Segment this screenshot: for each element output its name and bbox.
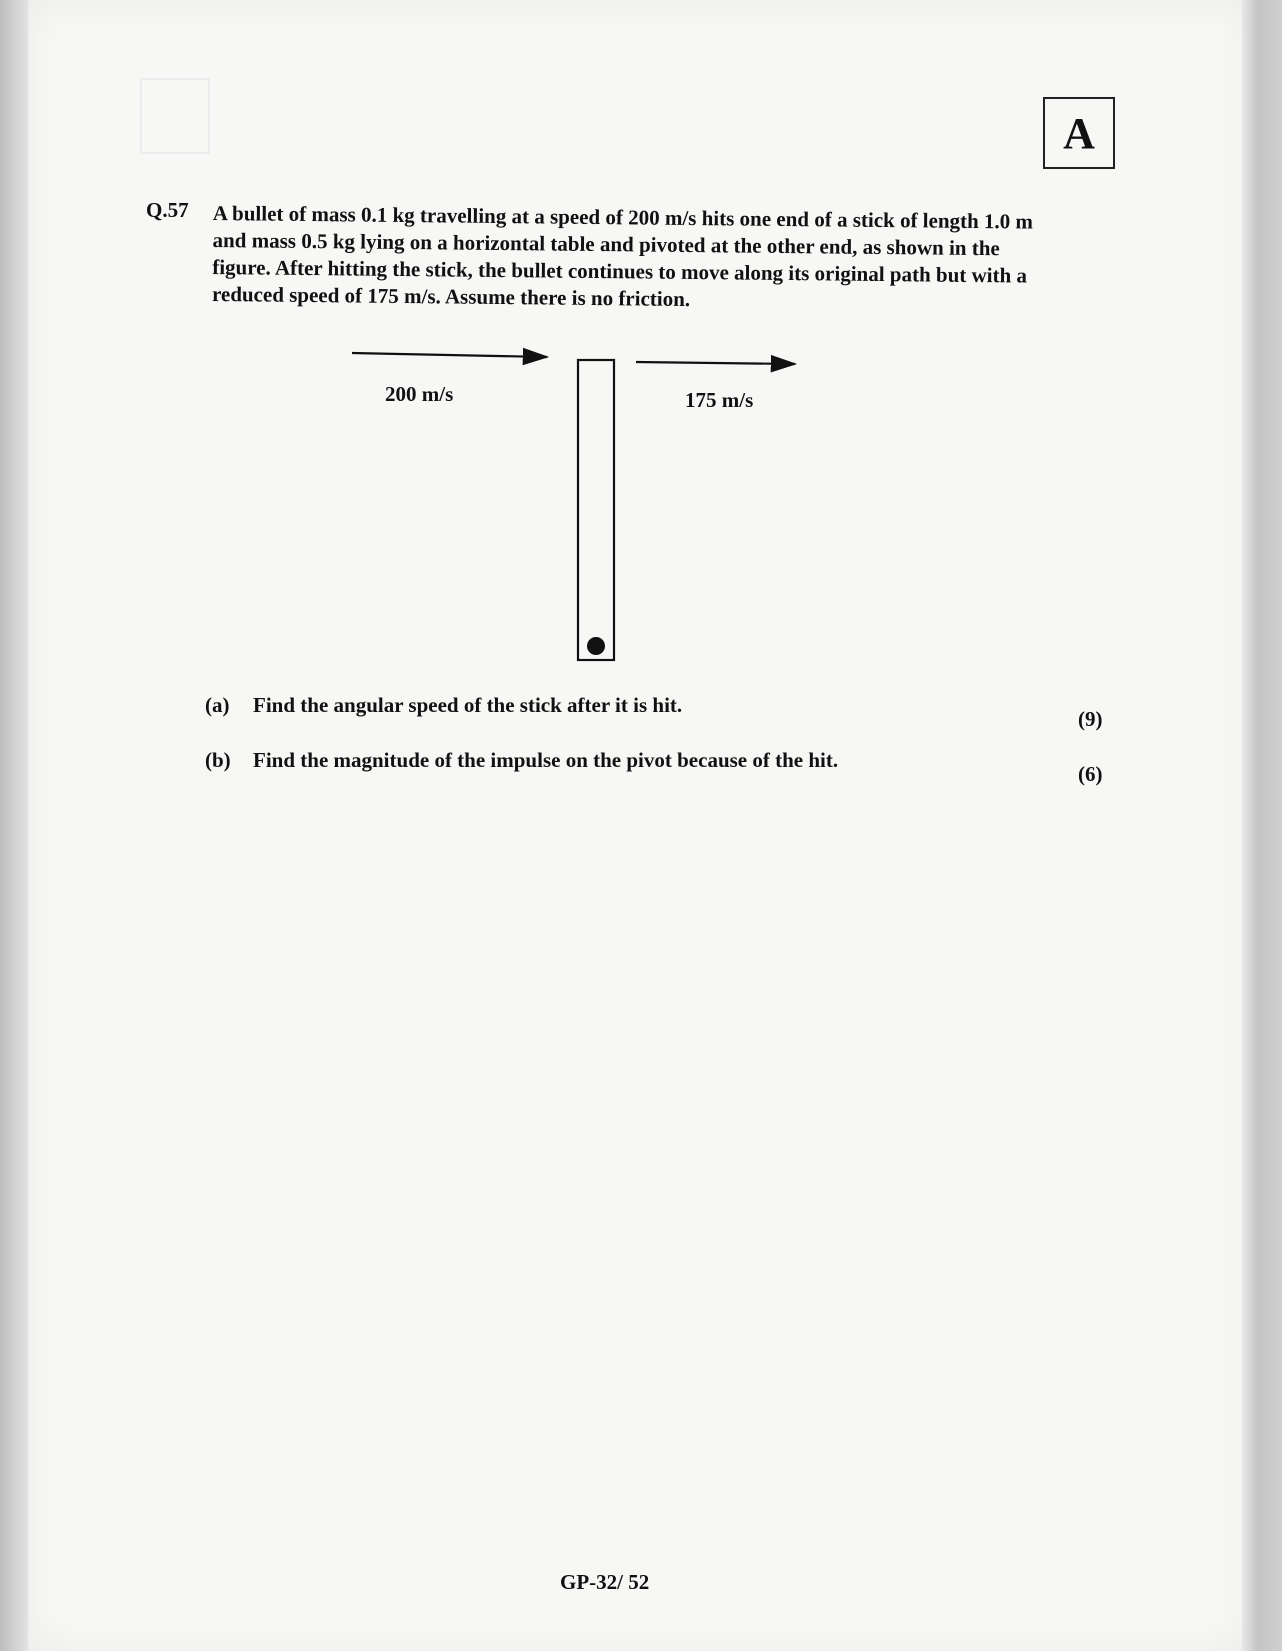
question-text: A bullet of mass 0.1 kg travelling at a speed of 200 m/s hits one end of a stick of length 1.0 m and mass 0.5 kg lying on a horizontal table and pivoted at the other end, as shown in the figure. After hitting the stick, the bullet continues to move along its original path but with a reduced speed of 175 m/s. Assume there is no friction.	[211, 200, 1034, 312]
scan-edge-right	[1242, 0, 1282, 1651]
faint-show-through-box	[140, 78, 210, 154]
part-b	[205, 748, 838, 773]
incoming-velocity-arrow	[352, 353, 547, 357]
bullet-stick-figure	[340, 340, 820, 670]
outgoing-velocity-arrow	[636, 362, 795, 364]
outgoing-speed-label: 175 m/s	[685, 388, 754, 412]
scan-edge-left	[0, 0, 30, 1651]
part-b-marks: (6)	[1078, 762, 1103, 786]
part-b-label: (b)	[205, 748, 231, 772]
part-a-marks: (9)	[1078, 707, 1103, 731]
part-b-text: Find the magnitude of the impulse on the pivot because of the hit.	[253, 748, 839, 772]
paper-code-box: A	[1043, 97, 1115, 169]
pivot-point	[587, 637, 605, 655]
part-a-text: Find the angular speed of the stick after it is hit.	[253, 693, 683, 717]
part-a-label: (a)	[205, 693, 230, 717]
pivoted-stick	[578, 360, 614, 660]
incoming-speed-label: 200 m/s	[385, 382, 454, 406]
page-footer: GP-32/ 52	[560, 1570, 650, 1594]
part-a	[205, 693, 682, 718]
question-number: Q.57	[146, 198, 189, 222]
